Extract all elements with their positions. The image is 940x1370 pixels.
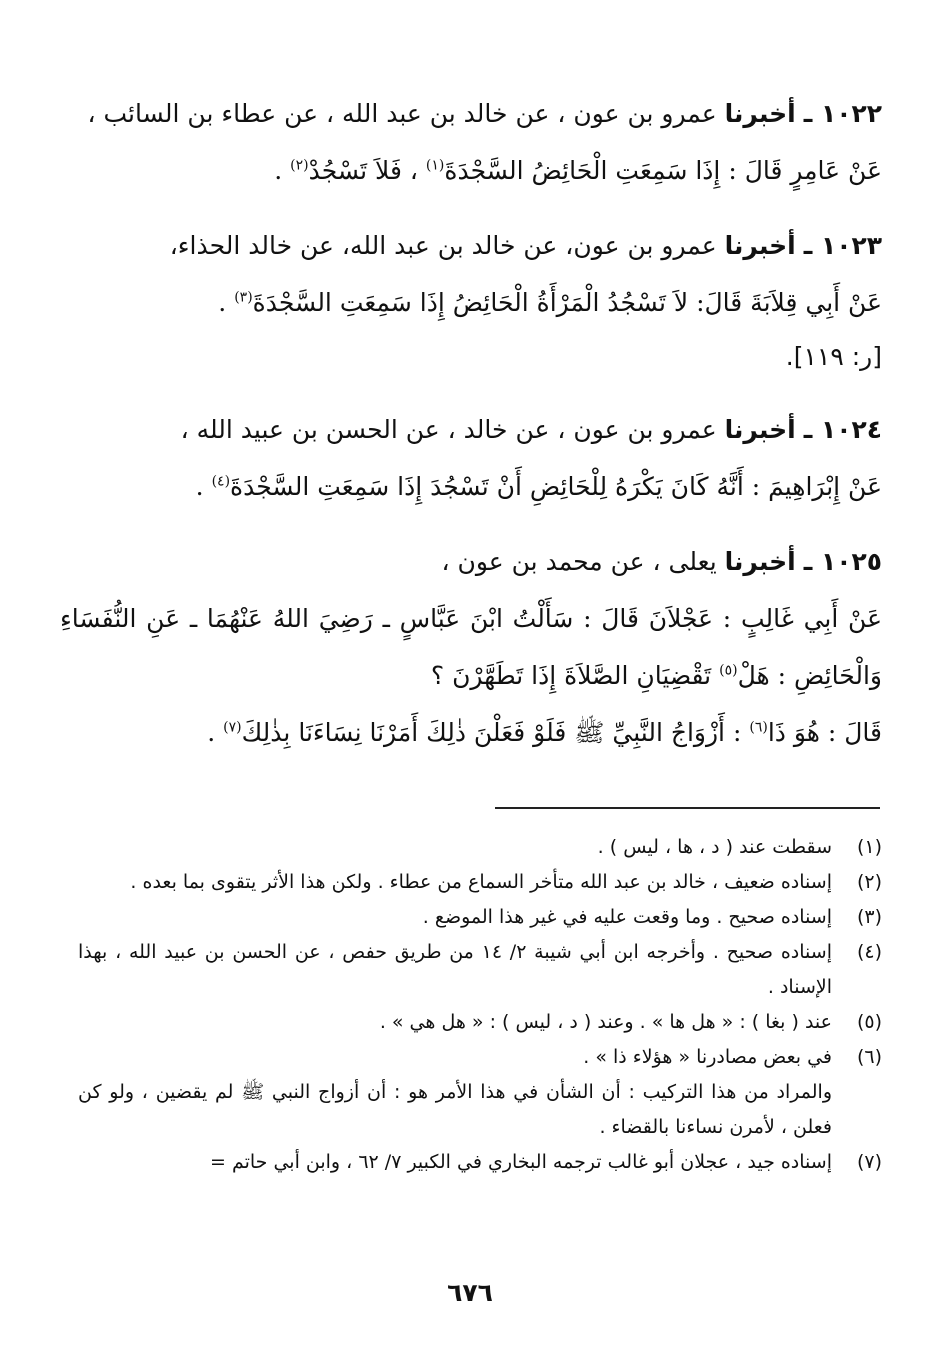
- footnote-item: [78, 1145, 882, 1180]
- entry-chain: عمرو بن عون ، عن خالد بن عبد الله ، عن عطاء بن السائب ،: [87, 99, 717, 128]
- footnote-ref[interactable]: (١): [425, 157, 445, 174]
- entry-chain: عمرو بن عون ، عن خالد ، عن الحسن بن عبيد الله ،: [180, 415, 717, 444]
- matn-text: تَقْضِيَانِ الصَّلاَةَ إِذَا تَطَهَّرْنَ ؟: [430, 661, 712, 690]
- footnote-note: والمراد من هذا التركيب : أن الشأن في هذا الأمر هو : أن أزواج النبي ﷺ لم يقضين ، ولو كن فعلن ، لأمرن نساءنا بالقضاء .: [78, 1081, 832, 1138]
- main-text: [60, 85, 882, 779]
- footnote-mark: (٥): [856, 1011, 882, 1033]
- hadith-entry-1023: [60, 217, 882, 383]
- matn-end: .: [218, 288, 227, 317]
- entry-chain: عمرو بن عون، عن خالد بن عبد الله، عن خالد الحذاء،: [169, 231, 717, 260]
- footnote-mark: (١): [856, 836, 882, 858]
- isnad-line: [60, 401, 882, 458]
- isnad-line: [60, 217, 882, 274]
- entry-lead: أخبرنا: [724, 547, 796, 576]
- footnote-ref[interactable]: (٢): [290, 157, 309, 174]
- footnote-content: [78, 1040, 832, 1145]
- footnote-ref[interactable]: (٣): [234, 289, 253, 306]
- matn-end: .: [274, 156, 283, 185]
- entry-lead: أخبرنا: [724, 415, 796, 444]
- matn-line: [60, 458, 882, 515]
- footnote-item: [78, 865, 882, 900]
- hadith-entry-1024: [60, 401, 882, 515]
- matn-end: .: [195, 472, 204, 501]
- footnote-mark: (٢): [856, 871, 882, 893]
- entry-number: ١٠٢٥ ـ: [803, 547, 882, 576]
- footnote-item: [78, 1040, 882, 1145]
- footnote-mark: (٤): [856, 941, 882, 963]
- isnad-line: [60, 85, 882, 142]
- matn-line: [60, 704, 882, 761]
- matn-line: [60, 590, 882, 704]
- footnote-item: [78, 935, 882, 1005]
- cross-reference: [ر: ١١٩].: [785, 342, 882, 371]
- footnote-text: إسناده صحيح . وما وقعت عليه في غير هذا الموضع .: [422, 906, 832, 928]
- footnotes: [78, 830, 882, 1180]
- entry-number: ١٠٢٤ ـ: [803, 415, 882, 444]
- footnote-ref[interactable]: (٥): [719, 662, 738, 679]
- matn-text: عَنْ عَامِرٍ قَالَ : إِذَا سَمِعَتِ الْحَائِضُ السَّجْدَةَ: [444, 156, 882, 185]
- hadith-entry-1022: [60, 85, 882, 199]
- footnote-item: [78, 1005, 882, 1040]
- footnote-divider: [495, 807, 880, 809]
- footnote-mark: (٦): [856, 1046, 882, 1068]
- footnote-item: [78, 830, 882, 865]
- isnad-line: [60, 533, 882, 590]
- footnote-ref[interactable]: (٤): [211, 473, 231, 490]
- footnote-text: عند ( بغا ) : « هل ها » . وعند ( د ، ليس ) : « هل هي » .: [379, 1011, 832, 1033]
- footnote-mark: (٣): [856, 906, 882, 928]
- footnote-text: سقطت عند ( د ، ها ، ليس ) .: [597, 836, 832, 858]
- entry-number: ١٠٢٢ ـ: [803, 99, 882, 128]
- page-number: ٦٧٦: [447, 1278, 493, 1307]
- matn-text: عَنْ أَبِي غَالِبٍ : عَجْلاَنَ قَالَ : سَأَلْتُ ابْنَ عَبَّاسٍ ـ رَضِيَ اللهُ عَنْهُمَا ـ عَنِ النُّفَسَاءِ وَالْحَائِضِ : هَلْ: [60, 604, 882, 690]
- entry-number: ١٠٢٣ ـ: [803, 231, 882, 260]
- footnote-ref[interactable]: (٦): [749, 719, 768, 736]
- matn-text: ، فَلاَ تَسْجُدْ: [308, 156, 418, 185]
- footnote-item: [78, 900, 882, 935]
- footnote-mark: (٧): [856, 1151, 882, 1173]
- footnote-text: في بعض مصادرنا « هؤلاء ذا » .: [583, 1046, 832, 1068]
- footnote-text: إسناده ضعيف ، خالد بن عبد الله متأخر السماع من عطاء . ولكن هذا الأثر يتقوى بما بعده .: [130, 871, 832, 893]
- matn-line: [60, 274, 882, 331]
- hadith-entry-1025: [60, 533, 882, 761]
- matn-end: .: [207, 718, 216, 747]
- footnote-text: إسناده جيد ، عجلان أبو غالب ترجمه البخاري في الكبير ٧/ ٦٢ ، وابن أبي حاتم =: [209, 1151, 832, 1173]
- entry-lead: أخبرنا: [724, 231, 796, 260]
- matn-line: [60, 142, 882, 199]
- matn-text: عَنْ إِبْرَاهِيمَ : أَنَّهُ كَانَ يَكْرَهُ لِلْحَائِضِ أَنْ تَسْجُدَ إِذَا سَمِعَتِ السَّجْدَةَ: [230, 472, 882, 501]
- entry-lead: أخبرنا: [724, 99, 796, 128]
- matn-text: عَنْ أَبِي قِلاَبَةَ قَالَ: لاَ تَسْجُدُ الْمَرْأَةُ الْحَائِضُ إِذَا سَمِعَتِ السَّجْدَةَ: [252, 288, 882, 317]
- matn-text: : أَزْوَاجُ النَّبِيِّ ﷺ فَلَوْ فَعَلْنَ ذٰلِكَ أَمَرْنَا نِسَاءَنَا بِذٰلِكَ: [241, 718, 742, 747]
- matn-text: قَالَ : هُوَ ذَا: [767, 718, 882, 747]
- entry-chain: يعلى ، عن محمد بن عون ،: [441, 547, 717, 576]
- footnote-ref[interactable]: (٧): [223, 719, 242, 736]
- footnote-text: إسناده صحيح . وأخرجه ابن أبي شيبة ٢/ ١٤ من طريق حفص ، عن الحسن بن عبيد الله ، بهذا الإسناد .: [78, 941, 832, 998]
